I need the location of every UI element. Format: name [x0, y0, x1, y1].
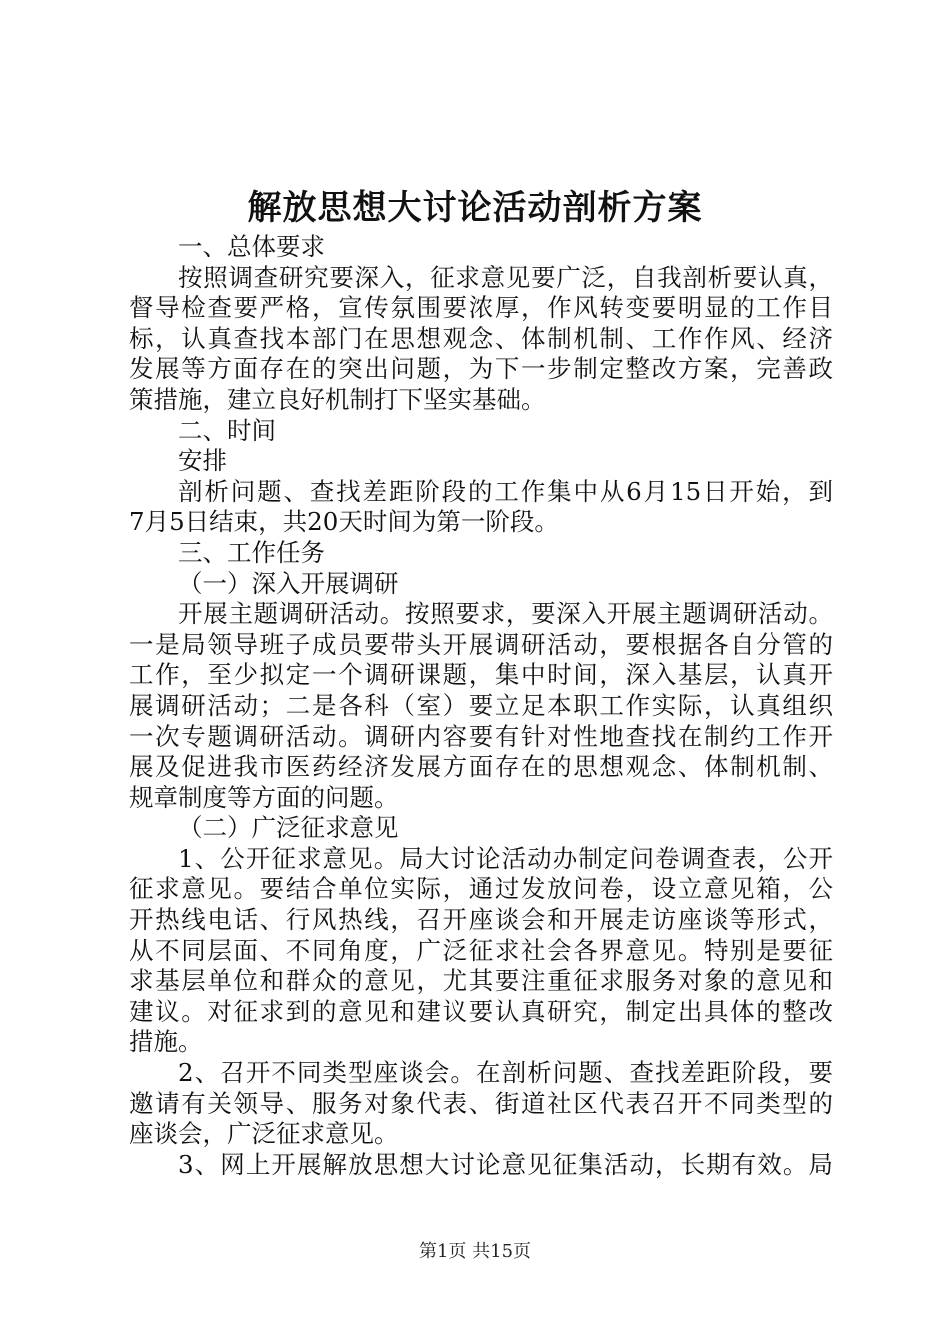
paragraph-line: 3、网上开展解放思想大讨论意见征集活动，长期有效。局 — [178, 1149, 833, 1179]
paragraph-line: 一次专题调研活动。调研内容要有针对性地查找在制约工作开 — [129, 721, 833, 751]
paragraph-line: 策措施，建立良好机制打下坚实基础。 — [129, 384, 546, 414]
paragraph-line: 措施。 — [129, 1027, 203, 1057]
paragraph-line: 标，认真查找本部门在思想观念、体制机制、工作作风、经济 — [129, 323, 833, 353]
paragraph-line: 开热线电话、行风热线，召开座谈会和开展走访座谈等形式， — [129, 905, 833, 935]
document-body — [129, 232, 833, 1180]
paragraph-line: 按照调查研究要深入，征求意见要广泛，自我剖析要认真， — [178, 262, 833, 292]
paragraph-line: 从不同层面、不同角度，广泛征求社会各界意见。特别是要征 — [129, 935, 833, 965]
section-heading: 三、工作任务 — [178, 537, 325, 567]
paragraph-line: 开展主题调研活动。按照要求，要深入开展主题调研活动。 — [178, 599, 833, 629]
section-heading: 一、总体要求 — [178, 232, 325, 261]
paragraph-line: 督导检查要严格，宣传氛围要浓厚，作风转变要明显的工作目 — [129, 293, 833, 323]
paragraph-line: 座谈会，广泛征求意见。 — [129, 1119, 399, 1149]
section-heading: 二、时间 — [178, 415, 276, 445]
document-title: 解放思想大讨论活动剖析方案 — [247, 188, 703, 228]
subsection-heading: （二）广泛征求意见 — [178, 813, 399, 843]
paragraph-line: 展及促进我市医药经济发展方面存在的思想观念、体制机制、 — [129, 752, 833, 782]
paragraph-line: 发展等方面存在的突出问题，为下一步制定整改方案，完善政 — [129, 354, 833, 384]
paragraph-line: 建议。对征求到的意见和建议要认真研究，制定出具体的整改 — [129, 996, 833, 1026]
paragraph-line: 征求意见。要结合单位实际，通过发放问卷，设立意见箱，公 — [129, 874, 833, 904]
subsection-heading: （一）深入开展调研 — [178, 568, 399, 598]
paragraph-line: 1、公开征求意见。局大讨论活动办制定问卷调查表，公开 — [178, 843, 833, 873]
paragraph-line: 求基层单位和群众的意见，尤其要注重征求服务对象的意见和 — [129, 966, 833, 996]
paragraph-line: 2、召开不同类型座谈会。在剖析问题、查找差距阶段，要 — [178, 1058, 833, 1088]
paragraph-line: 规章制度等方面的问题。 — [129, 782, 399, 812]
paragraph-line: 7月5日结束，共20天时间为第一阶段。 — [129, 507, 559, 537]
paragraph-line: 一是局领导班子成员要带头开展调研活动，要根据各自分管的 — [129, 629, 833, 659]
paragraph-line: 展调研活动；二是各科（室）要立足本职工作实际，认真组织 — [129, 690, 833, 720]
paragraph-line: 安排 — [178, 446, 227, 476]
paragraph-line: 工作，至少拟定一个调研课题，集中时间，深入基层，认真开 — [129, 660, 833, 690]
paragraph-line: 邀请有关领导、服务对象代表、街道社区代表召开不同类型的 — [129, 1088, 833, 1118]
paragraph-line: 剖析问题、查找差距阶段的工作集中从6月15日开始，到 — [178, 476, 833, 506]
page-number-footer: 第1页 共15页 — [418, 1241, 532, 1262]
